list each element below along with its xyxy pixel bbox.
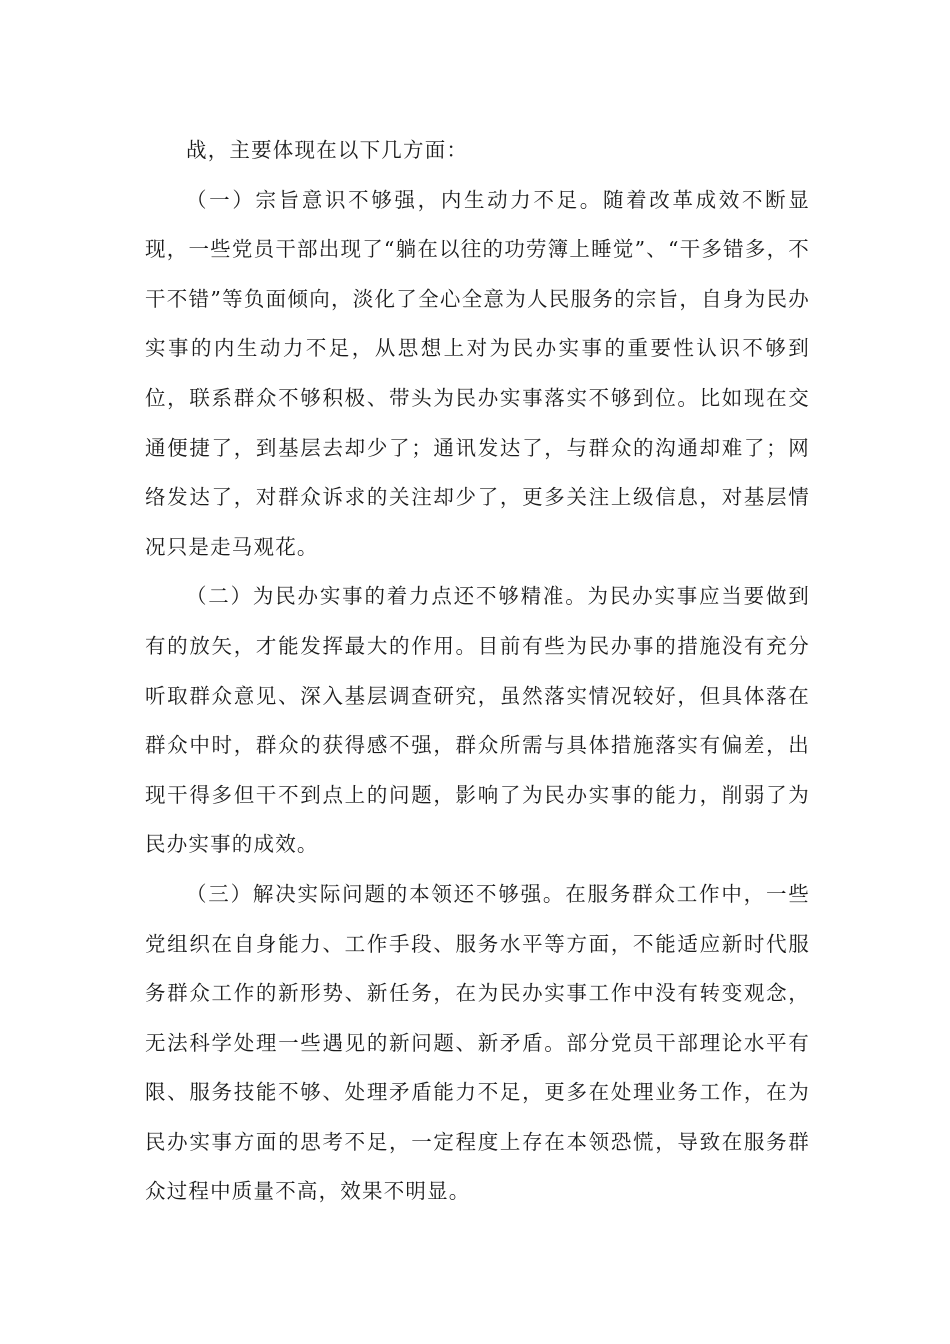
document-body bbox=[145, 126, 810, 1217]
paragraph-section-1: （一）宗旨意识不够强，内生动力不足。随着改革成效不断显现，一些党员干部出现了“躺在以往的功劳簿上睡觉”、“干多错多，不干不错”等负面倾向，淡化了全心全意为人民服务的宗旨，自身为民办实事的内生动力不足，从思想上对为民办实事的重要性认识不够到位，联系群众不够积极、带头为民办实事落实不够到位。比如现在交通便捷了，到基层去却少了；通讯发达了，与群众的沟通却难了；网络发达了，对群众诉求的关注却少了，更多关注上级信息，对基层情况只是走马观花。 bbox=[145, 187, 810, 559]
paragraph-section-2: （二）为民办实事的着力点还不够精准。为民办实事应当要做到有的放矢，才能发挥最大的作用。目前有些为民办事的措施没有充分听取群众意见、深入基层调查研究，虽然落实情况较好，但具体落在群众中时，群众的获得感不强，群众所需与具体措施落实有偏差，出现干得多但干不到点上的问题，影响了为民办实事的能力，削弱了为民办实事的成效。 bbox=[145, 584, 810, 857]
paragraph-intro: 战，主要体现在以下几方面： bbox=[186, 138, 469, 162]
paragraph-section-3: （三）解决实际问题的本领还不够强。在服务群众工作中，一些党组织在自身能力、工作手段、服务水平等方面，不能适应新时代服务群众工作的新形势、新任务，在为民办实事工作中没有转变观念，无法科学处理一些遇见的新问题、新矛盾。部分党员干部理论水平有限、服务技能不够、处理矛盾能力不足，更多在处理业务工作，在为民办实事方面的思考不足，一定程度上存在本领恐慌，导致在服务群众过程中质量不高，效果不明显。 bbox=[145, 881, 810, 1204]
